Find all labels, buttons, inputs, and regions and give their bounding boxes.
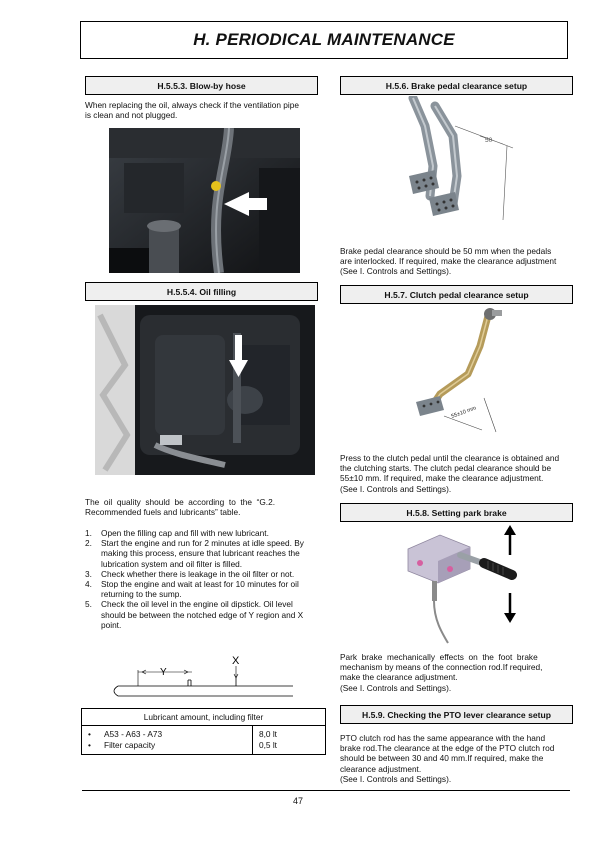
- list-item: [85, 569, 325, 579]
- brake-text: [340, 246, 578, 277]
- brake-line: are interlocked. If required, make the clearance adjustment: [340, 256, 557, 267]
- clutch-line: 55±10 mm. If required, make the clearance adjustment.: [340, 473, 544, 484]
- clutch-pedal-diagram: [410, 306, 510, 444]
- table-cell-value: 0,5 lt: [259, 739, 277, 750]
- pto-line: should be between 30 and 40 mm.If required, make the: [340, 753, 544, 764]
- blowby-hose-photo: [109, 128, 300, 273]
- table-cell-label: A53 - A63 - A73: [104, 729, 163, 739]
- heading-blowby-hose: H.5.5.3. Blow-by hose: [85, 76, 318, 95]
- step-line: point.: [101, 619, 122, 630]
- bullet: •: [88, 739, 91, 750]
- heading-brake-pedal: H.5.6. Brake pedal clearance setup: [340, 76, 573, 95]
- table-row: [88, 729, 252, 740]
- dipstick-diagram: [108, 654, 298, 702]
- brake-dimension-label: 50: [485, 137, 493, 144]
- table-row: [88, 740, 252, 751]
- oil-quality-line: The oil quality should be according to the “G.2.: [85, 497, 276, 507]
- dipstick-y-label: Y: [160, 667, 167, 678]
- heading-clutch-pedal: H.5.7. Clutch pedal clearance setup: [340, 285, 573, 304]
- step-line: should be between the notched edge of Y region and X: [101, 609, 304, 620]
- step-line: Start the engine and run for 2 minutes at idle speed. By: [101, 538, 304, 549]
- blowby-text: [85, 100, 325, 120]
- lubricant-table-header: Lubricant amount, including filter: [82, 709, 325, 726]
- pto-line: (See I. Controls and Settings).: [340, 773, 452, 784]
- page-title: H. PERIODICAL MAINTENANCE: [80, 21, 568, 59]
- brake-line: Brake pedal clearance should be 50 mm when the pedals: [340, 246, 552, 256]
- step-line: Open the filling cap and fill with new lubricant.: [101, 528, 269, 538]
- heading-park-brake: H.5.8. Setting park brake: [340, 503, 573, 522]
- page-number: 47: [292, 796, 303, 806]
- list-item: [85, 528, 325, 538]
- oil-quality-line: Recommended fuels and lubricants” table.: [85, 507, 241, 518]
- step-line: lubrication system and oil filter is filled.: [101, 558, 243, 569]
- step-line: Stop the engine and wait at least for 10 minutes for oil: [101, 579, 299, 590]
- table-cell-label: Filter capacity: [104, 739, 156, 750]
- clutch-line: Press to the clutch pedal until the clearance is obtained and: [340, 453, 560, 463]
- lubricant-table-values: [253, 726, 277, 754]
- park-brake-diagram: [400, 525, 530, 645]
- table-cell-value: 8,0 lt: [259, 729, 277, 739]
- oil-quality-text: [85, 497, 325, 517]
- blowby-line: is clean and not plugged.: [85, 110, 178, 121]
- step-number: 4.: [85, 579, 92, 590]
- step-line: making this process, ensure that lubricant reaches the: [101, 548, 300, 559]
- clutch-dimension-label: 55±10 mm: [450, 405, 478, 420]
- clutch-line: the clutching starts. The clutch pedal clearance should be: [340, 463, 552, 474]
- step-number: 3.: [85, 568, 92, 579]
- pto-line: PTO clutch rod has the same appearance with the hand: [340, 733, 546, 743]
- oil-filling-steps: [85, 528, 325, 630]
- oil-filling-photo: [95, 305, 315, 475]
- arrow-down-icon: [504, 593, 516, 623]
- step-line: Check the oil level in the engine oil dipstick. Oil level: [101, 599, 293, 610]
- list-item: [85, 579, 325, 599]
- step-number: 5.: [85, 599, 92, 610]
- park-brake-line: Park brake mechanically effects on the foot brake: [340, 652, 538, 662]
- park-brake-line: make the clearance adjustment.: [340, 672, 458, 683]
- hand-brake-grip: [484, 561, 512, 575]
- dipstick-x-label: X: [232, 655, 240, 667]
- brake-pedal-diagram: [395, 96, 525, 224]
- arrow-up-icon: [504, 525, 516, 555]
- list-item: [85, 599, 325, 630]
- step-number: 1.: [85, 528, 92, 538]
- clutch-line: (See I. Controls and Settings).: [340, 483, 452, 494]
- park-brake-line: (See I. Controls and Settings).: [340, 682, 452, 693]
- step-line: returning to the sump.: [101, 589, 182, 600]
- footer-divider: [82, 790, 570, 791]
- pto-line: brake rod.The clearance at the edge of the PTO clutch rod: [340, 743, 555, 754]
- engine-oil-fill-illustration: [95, 305, 315, 475]
- engine-photo-illustration: [109, 128, 300, 273]
- clutch-pedal-pad: [416, 396, 444, 416]
- clutch-text: [340, 453, 578, 494]
- park-brake-line: mechanism by means of the connection rod.If required,: [340, 662, 543, 673]
- lubricant-table-labels: [82, 726, 253, 754]
- bullet: •: [88, 729, 91, 739]
- step-line: Check whether there is leakage in the oil filter or not.: [101, 568, 295, 579]
- pto-text: [340, 733, 578, 784]
- pto-line: clearance adjustment.: [340, 763, 422, 774]
- brake-line: (See I. Controls and Settings).: [340, 266, 452, 277]
- park-brake-text: [340, 652, 578, 693]
- heading-oil-filling: H.5.5.4. Oil filling: [85, 282, 318, 301]
- lubricant-table: [81, 708, 326, 755]
- list-item: [85, 538, 325, 569]
- blowby-line: When replacing the oil, always check if the ventilation pipe: [85, 100, 299, 110]
- step-number: 2.: [85, 538, 92, 549]
- heading-pto-lever: H.5.9. Checking the PTO lever clearance setup: [340, 705, 573, 724]
